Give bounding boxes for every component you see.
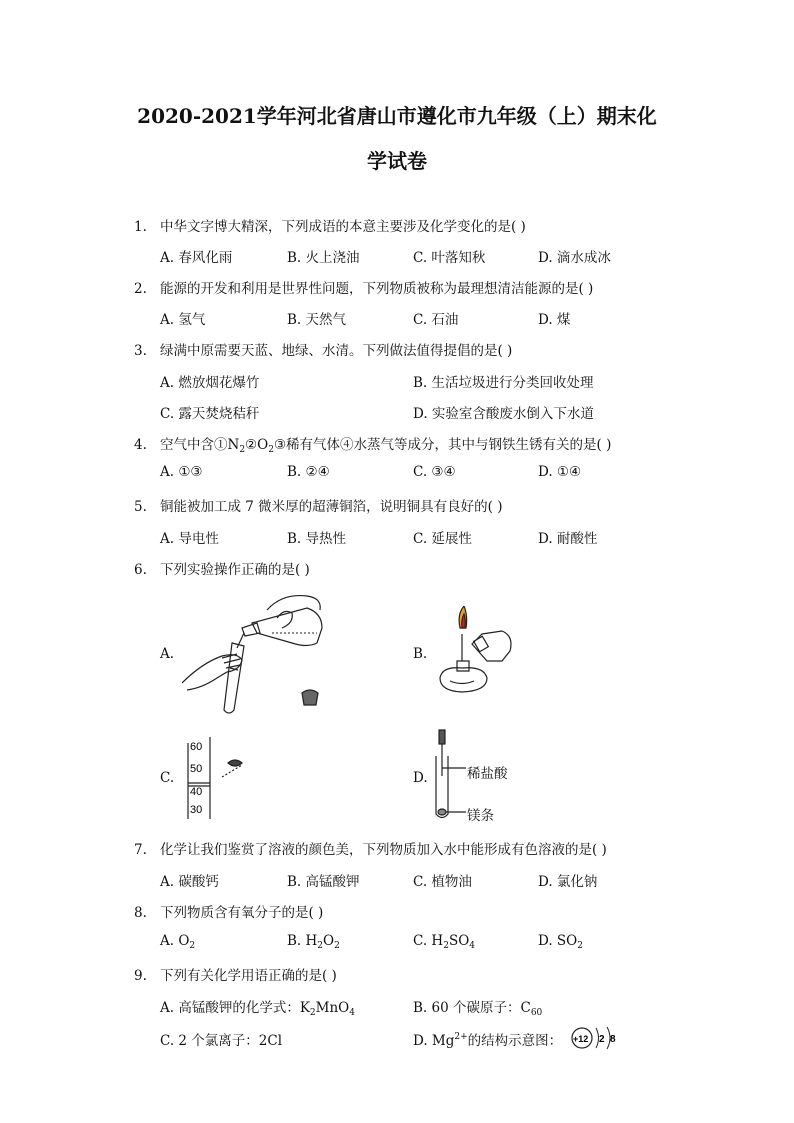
option-b: B. 导热性 (287, 531, 347, 547)
option-d: D. 氯化钠 (538, 874, 598, 890)
option-a: A. $O_2$ (160, 933, 196, 951)
option-a: A. ①③ (160, 464, 203, 480)
option-a: A. 碳酸钙 (160, 874, 219, 890)
alcohol-lamp-figure (432, 606, 522, 701)
question-8 (134, 901, 323, 921)
option-b: B. 高锰酸钾 (287, 874, 360, 890)
question-number: 3. (134, 343, 147, 359)
tick-60: 60 (190, 741, 203, 753)
stem-part: 空气中含①N (160, 437, 240, 453)
question-number: 1. (134, 219, 147, 235)
option-b: B. $H_2O_2$ (287, 933, 340, 951)
option-b: B. 生活垃圾进行分类回收处理 (413, 375, 594, 391)
option-b: B. 60 个碳原子：$C_{60}$ (413, 1000, 543, 1018)
option-d: D. 耐酸性 (538, 531, 598, 547)
question-number: 9. (134, 968, 147, 984)
question-stem: 下列有关化学用语正确的是( ) (160, 968, 337, 984)
option-d: D. 滴水成冰 (538, 250, 611, 266)
question-1 (134, 215, 526, 235)
magnesium-strip-label: 镁条 (467, 808, 494, 824)
exam-title-line2: 学试卷 (367, 149, 427, 173)
question-number: 2. (134, 281, 147, 297)
subscript: 2 (239, 445, 246, 455)
option-d: D. (413, 770, 428, 786)
question-number: 7. (134, 842, 147, 858)
question-stem: 铜能被加工成 7 微米厚的超薄铜箔，说明铜具有良好的( ) (160, 499, 503, 515)
hydrochloric-acid-label: 稀盐酸 (467, 766, 508, 782)
shell-2-electrons: 8 (610, 1034, 616, 1045)
option-b: B. 火上浇油 (287, 250, 360, 266)
question-9 (134, 964, 337, 984)
option-b: B. (413, 646, 428, 662)
question-number: 5. (134, 499, 147, 515)
nucleus-charge: +12 (573, 1034, 589, 1044)
subscript: 2 (268, 445, 274, 455)
stem-part: ②O (245, 437, 269, 453)
option-c: C. 石油 (413, 312, 459, 328)
option-d: D. 煤 (538, 312, 571, 328)
option-c: C. $H_2SO_4$ (413, 933, 476, 951)
question-stem: 能源的开发和利用是世界性问题，下列物质被称为最理想清洁能源的是( ) (160, 281, 594, 297)
tick-40: 40 (190, 786, 203, 798)
option-a: A. 氢气 (160, 312, 206, 328)
option-d: D. $Mg^{2+}$的结构示意图： (413, 1032, 563, 1049)
option-c: C. (160, 770, 175, 786)
question-stem: 下列物质含有氧分子的是( ) (160, 905, 324, 921)
option-b: B. 天然气 (287, 312, 347, 328)
question-3 (134, 339, 512, 359)
option-c: C. 2 个氯离子：2Cl (160, 1033, 283, 1049)
question-stem: 绿满中原需要天蓝、地绿、水清。下列做法值得提倡的是( ) (160, 343, 513, 359)
pouring-liquid-figure (182, 588, 332, 718)
question-7 (134, 838, 607, 858)
shell-1-electrons: 2 (599, 1034, 605, 1045)
question-stem: 化学让我们鉴赏了溶液的颜色美，下列物质加入水中能形成有色溶液的是( ) (160, 842, 607, 858)
option-a: A. 春风化雨 (160, 250, 233, 266)
option-c: C. ③④ (413, 464, 456, 480)
option-d: D. $SO_2$ (538, 933, 583, 951)
question-stem: 下列实验操作正确的是( ) (160, 562, 310, 578)
option-a: A. (160, 646, 175, 662)
option-c: C. 植物油 (413, 874, 472, 890)
tick-50: 50 (190, 763, 203, 775)
option-c: C. 延展性 (413, 531, 472, 547)
exam-title-line1: 2020-2021学年河北省唐山市遵化市九年级（上）期末化 (137, 104, 657, 128)
option-c: C. 露天焚烧秸秆 (160, 406, 260, 422)
question-4 (134, 433, 611, 455)
dropper-test-tube-figure (430, 728, 470, 823)
option-d: D. 实验室含酸废水倒入下水道 (413, 406, 594, 422)
tick-30: 30 (190, 804, 203, 816)
option-c: C. 叶落知秋 (413, 250, 486, 266)
option-a: A. 燃放烟花爆竹 (160, 375, 260, 391)
option-a: A. 导电性 (160, 531, 219, 547)
question-2 (134, 277, 593, 297)
question-number: 6. (134, 562, 147, 578)
question-6 (134, 558, 310, 578)
stem-part: ③稀有气体④水蒸气等成分，其中与钢铁生锈有关的是( ) (273, 437, 612, 453)
option-a: A. 高锰酸钾的化学式：$K_2MnO_4$ (160, 1000, 355, 1018)
question-5 (134, 495, 503, 515)
question-stem: 中华文字博大精深，下列成语的本意主要涉及化学变化的是( ) (160, 219, 526, 235)
option-b: B. ②④ (287, 464, 330, 480)
question-number: 4. (134, 437, 147, 453)
question-number: 8. (134, 905, 147, 921)
mg-ion-structure-diagram (570, 1024, 622, 1052)
graduated-cylinder-figure (180, 735, 250, 820)
option-d: D. ①④ (538, 464, 582, 480)
